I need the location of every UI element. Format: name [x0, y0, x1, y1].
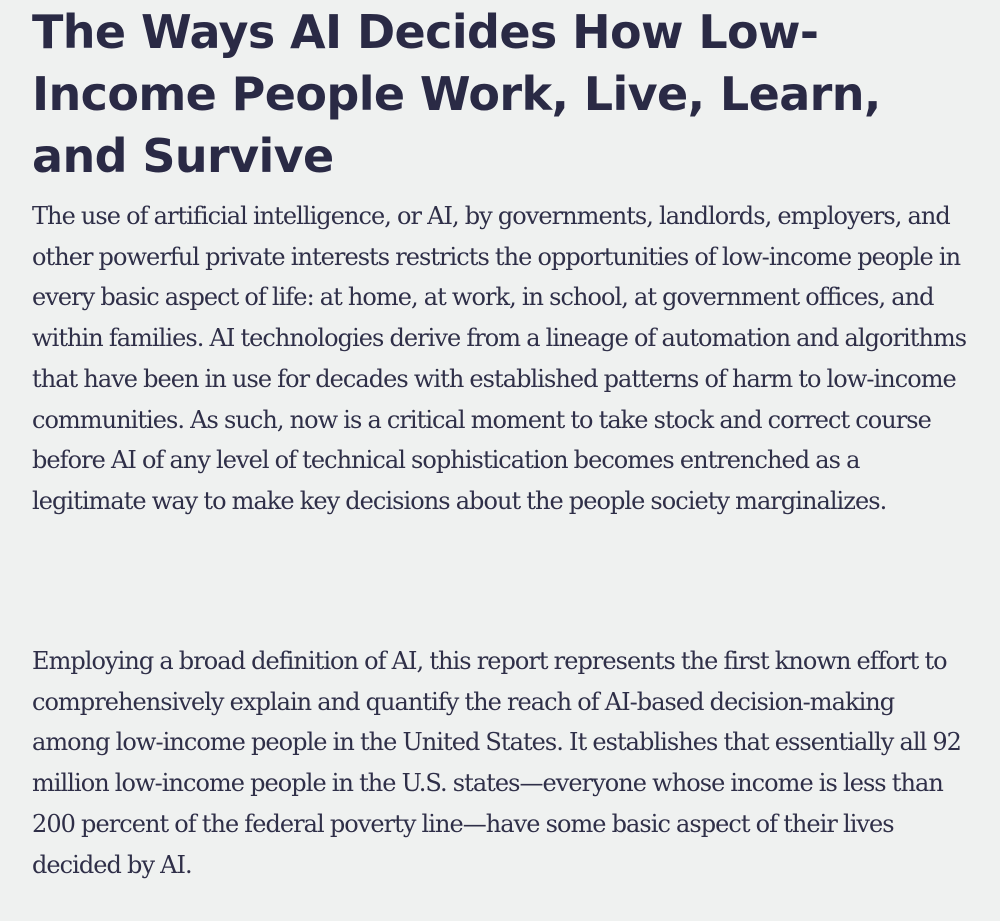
intro-paragraph: The use of artificial intelligence, or AI, by governments, landlords, employers, and other powerful private interests restricts the opportunities of low-income people in every basic aspect of life: at home, at work, in school, at government offices, and within families. AI technologies derive from a lineage of automation and algorithms that have been in use for decades with established patterns of harm to low-income communities. As such, now is a critical moment to take stock and correct course before AI of any level of technical sophistication becomes entrenched as a legitimate way to make key decisions about the people society marginalizes.	[32, 202, 967, 515]
report-scope-paragraph: Employing a broad definition of AI, this report represents the first known effort to comprehensively explain and quantify the reach of AI-based decision-making among low-income people in the United States. It establishes that essentially all 92 million low-income people in the U.S. states—everyone whose income is less than 200 percent of the federal poverty line—have some basic aspect of their lives decided by AI.	[32, 647, 961, 879]
article-title: The Ways AI Decides How Low-Income People Work, Live, Learn, and Survive	[32, 5, 881, 183]
